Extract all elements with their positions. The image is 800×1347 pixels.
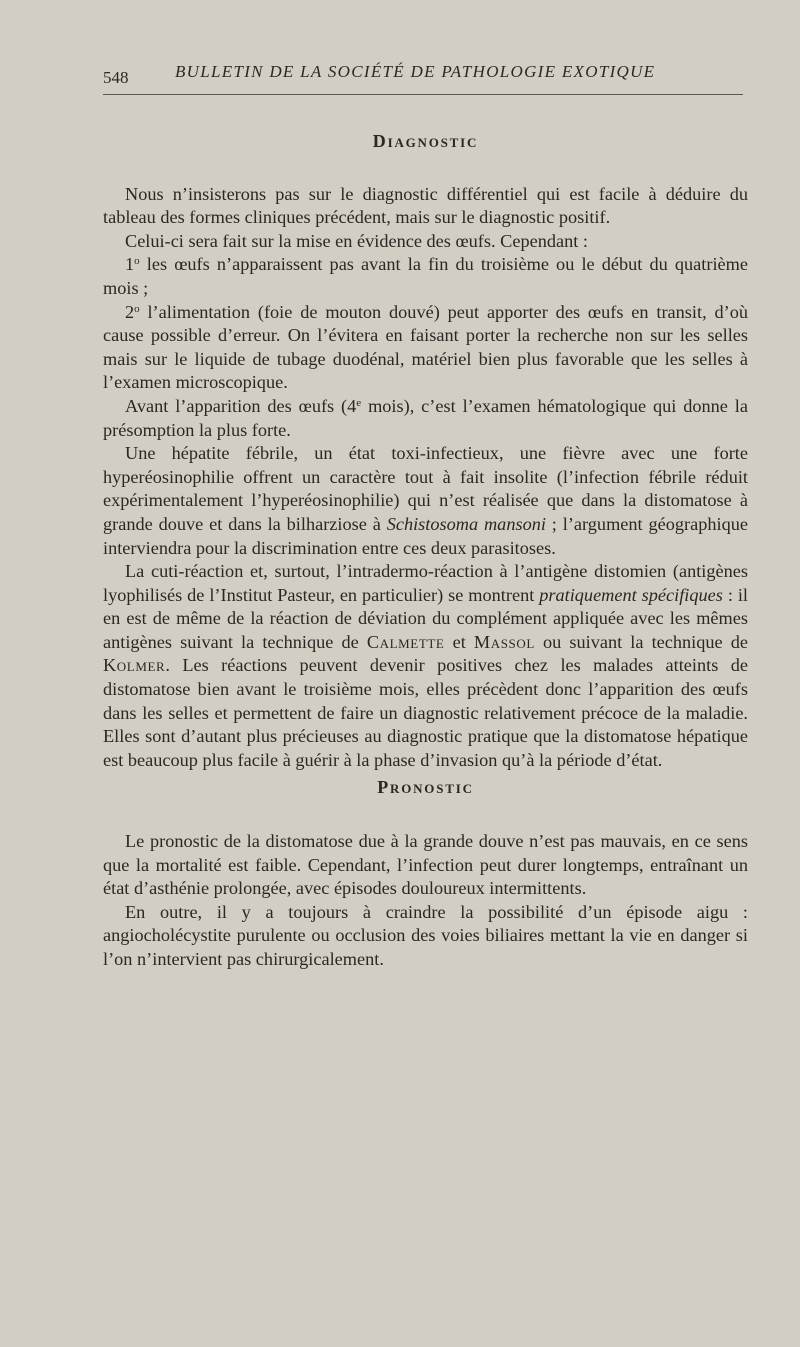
paragraph: 2$^o$ l’alimentation (foie de mouton douvé) peut apporter des œufs en transit, d’où cause possible d’erreur. On l’évitera en faisant porter la recherche non sur les selles mais sur le liquide de tubage duodénal, matériel bien plus favorable que les selles à l’examen microscopique. xyxy=(103,301,748,393)
paragraph: Avant l’apparition des œufs (4e mois), c’est l’examen hématologique qui donne la présomption la plus forte. xyxy=(103,395,748,440)
paragraph: La cuti-réaction et, surtout, l’intradermo-réaction à l’antigène distomien (antigènes lyophilisés de l’Institut Pasteur, en particulier) se montrent pratiquement spécifiques : il en est de même de la réaction de déviation du complément appliquée avec les mêmes antigènes suivant la technique de Calmette et Massol ou suivant la technique de Kolmer. Les réactions peuvent devenir positives chez les malades atteints de distomatose bien avant le troisième mois, elles précèdent donc l’apparition des œufs dans les selles et permettent de faire un diagnostic relativement précoce de la maladie. Elles sont d’autant plus précieuses au diagnostic pratique que la distomatose hépatique est beaucoup plus facile à guérir à la phase d’invasion qu’à la période d’état. xyxy=(103,561,748,770)
running-title: BULLETIN DE LA SOCIÉTÉ DE PATHOLOGIE EXOTIQUE xyxy=(175,62,656,81)
paragraph: Nous n’insisterons pas sur le diagnostic différentiel qui est facile à déduire du tableau des formes cliniques précédent, mais sur le diagnostic positif. xyxy=(103,183,748,228)
paragraph: En outre, il y a toujours à craindre la possibilité d’un épisode aigu : angiocholécystite purulente ou occlusion des voies biliaires mettant la vie en danger si l’on n’intervient pas chirurgicalement. xyxy=(103,901,748,969)
paragraph: Le pronostic de la distomatose due à la grande douve n’est pas mauvais, en ce sens que la mortalité est faible. Cependant, l’infection peut durer longtemps, entraînant un état d’asthénie prolongée, avec épisodes douloureux intermittents. xyxy=(103,831,748,899)
page-number: 548 xyxy=(103,68,129,87)
paragraph: 1$^o$ les œufs n’apparaissent pas avant la fin du troisième ou le début du quatrième mois ; xyxy=(103,254,748,298)
paragraph: Une hépatite fébrile, un état toxi-infectieux, une fièvre avec une forte hyperéosinophilie offrent un caractère tout à fait insolite (l’infection fébrile réduit expérimentalement l’hyperéosinophilie) qui n’est réalisée que dans la distomatose à grande douve et dans la bilharziose à Schistosoma mansoni ; l’argument géographique interviendra pour la discrimination entre ces deux parasitoses. xyxy=(103,443,748,558)
paragraph: Celui-ci sera fait sur la mise en évidence des œufs. Cependant : xyxy=(125,230,588,251)
article-body xyxy=(103,130,748,972)
header-rule xyxy=(103,94,743,95)
section-title-pronostic: Pronostic xyxy=(377,777,474,798)
running-header xyxy=(103,58,743,94)
section-title-diagnostic: Diagnostic xyxy=(372,131,479,151)
